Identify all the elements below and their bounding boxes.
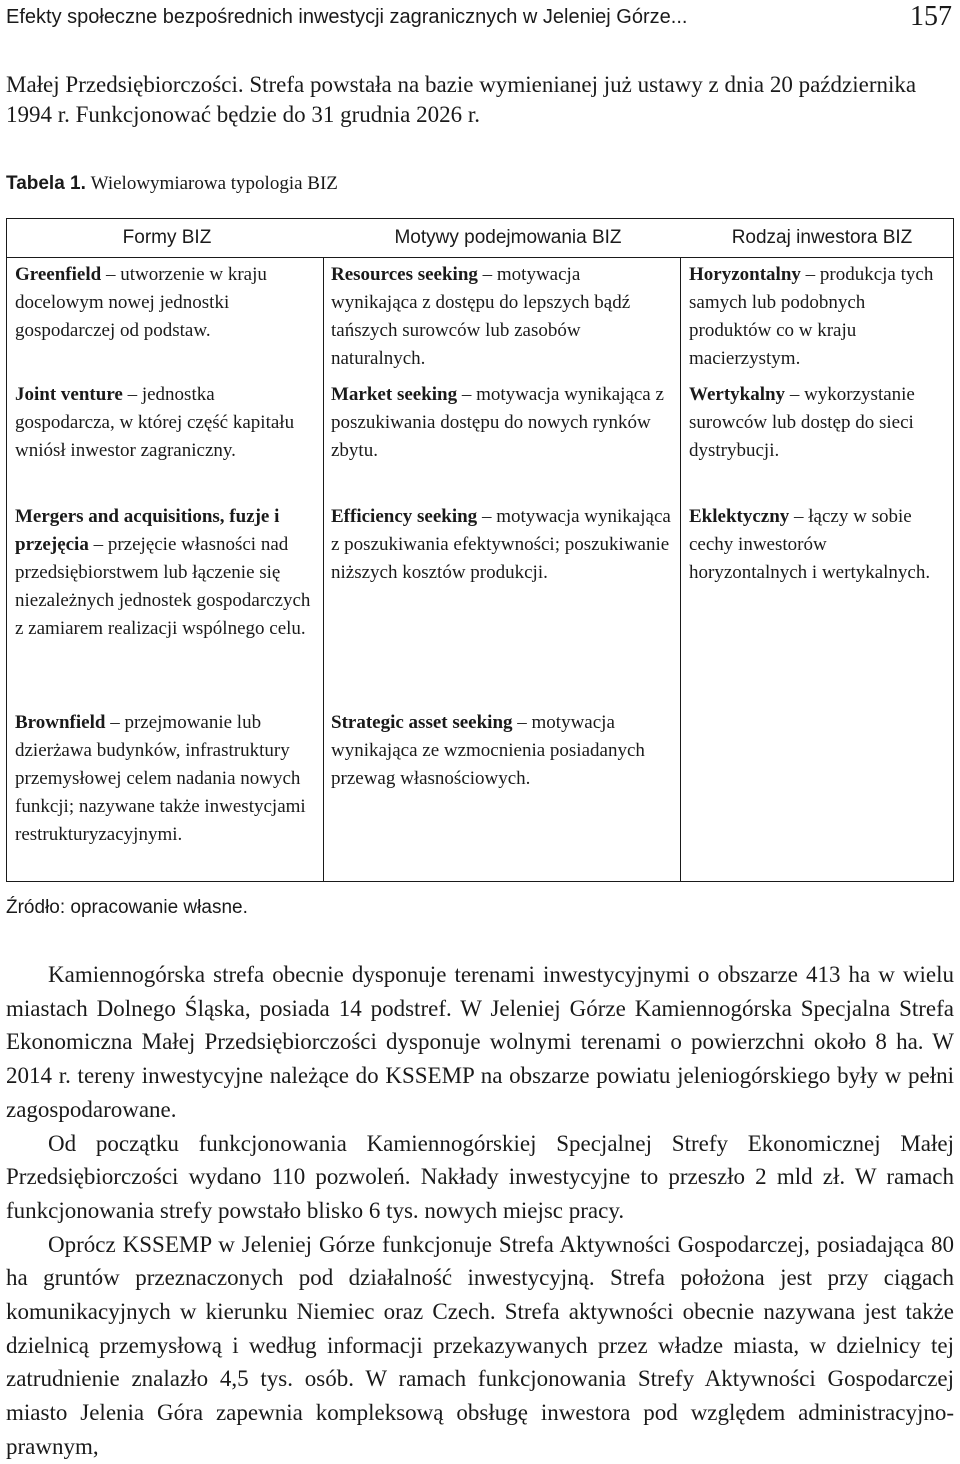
- page-header: [6, 2, 952, 36]
- cell-term: Joint venture: [15, 384, 123, 405]
- cell-term: Resources seeking: [331, 264, 478, 285]
- cell-text: – motywacja wynikająca z poszukiwania efektywności; poszukiwanie niższych kosztów produkcji.: [331, 506, 671, 583]
- cell-text: – motywacja wynikająca ze wzmocnienia posiadanych przewag własnościowych.: [331, 712, 645, 789]
- cell-text: – jednostka gospodarcza, w której część kapitału wniósł inwestor zagraniczny.: [15, 384, 295, 461]
- cell-term: Efficiency seeking: [331, 506, 478, 527]
- table-cell: [15, 381, 315, 465]
- body-paragraph: Oprócz KSSEMP w Jeleniej Górze funkcjonuje Strefa Aktywności Gospodarczej, posiadająca 80 ha gruntów przeznaczonych pod działalność inwestycyjną. Strefa położona jest przy ciągach komunikacyjnych w kierunku Niemiec oraz Czech. Strefa aktywności obecnie nazywana jest także dzielnicą przemysłową i według informacji przekazywanych przez władze miasta, w dzielnicy tej zatrudnienie znalazło 4,5 tys. osób. W ramach funkcjonowania Strefy Aktywności Gospodarczej miasto Jelenia Góra zapewnia kompleksową obsługę inwestora pod względem administracyjno-prawnym,: [6, 1231, 954, 1459]
- cell-text: – łączy w sobie cechy inwestorów horyzontalnych i wertykalnych.: [689, 506, 931, 583]
- cell-text: – motywacja wynikająca z dostępu do lepszych bądź tańszych surowców lub zasobów naturalnych.: [331, 264, 631, 369]
- cell-term: Mergers and acquisitions, fuzje i przejęcia: [15, 506, 280, 555]
- cell-text: – utworzenie w kraju docelowym nowej jednostki gospodarczej od podstaw.: [15, 264, 267, 341]
- header-formy: Formy BIZ: [122, 227, 212, 248]
- cell-term: Strategic asset seeking: [331, 712, 513, 733]
- cell-term: Eklektyczny: [689, 506, 790, 527]
- column-divider: [323, 257, 324, 881]
- table-cell: [15, 261, 315, 345]
- cell-term: Wertykalny: [689, 384, 786, 405]
- cell-term: Market seeking: [331, 384, 458, 405]
- cell-term: Horyzontalny: [689, 264, 801, 285]
- body-paragraph: Od początku funkcjonowania Kamiennogórskiej Specjalnej Strefy Ekonomicznej Małej Przedsiębiorczości wydano 110 pozwoleń. Nakłady inwestycyjne to przeszło 2 mld zł. W ramach funkcjonowania strefy powstało blisko 6 tys. nowych miejsc pracy.: [6, 1130, 954, 1223]
- table-cell: [689, 503, 947, 587]
- table-header-row: [7, 219, 953, 258]
- table-source: Źródło: opracowanie własne.: [6, 897, 248, 918]
- header-motywy: Motywy podejmowania BIZ: [394, 227, 622, 248]
- body-text: [6, 958, 954, 1464]
- column-divider: [680, 257, 681, 881]
- page-number: 157: [910, 1, 952, 32]
- cell-text: – przejęcie własności nad przedsiębiorstwem lub łączenie się niezależnych jednostek gospodarczych z zamiarem realizacji wspólnego celu.: [15, 534, 311, 639]
- typology-table: [6, 218, 954, 882]
- table-caption-text: Wielowymiarowa typologia BIZ: [90, 173, 338, 194]
- running-title: Efekty społeczne bezpośrednich inwestycji zagranicznych w Jeleniej Górze...: [6, 6, 688, 28]
- cell-term: Brownfield: [15, 712, 106, 733]
- table-cell: [331, 261, 671, 373]
- table-cell: [15, 709, 315, 849]
- cell-text: – produkcja tych samych lub podobnych produktów co w kraju macierzystym.: [689, 264, 934, 369]
- table-caption: [6, 172, 338, 196]
- table-cell: [331, 381, 671, 465]
- intro-paragraph: Małej Przedsiębiorczości. Strefa powstała na bazie wymienianej już ustawy z dnia 20 października 1994 r. Funkcjonować będzie do 31 grudnia 2026 r.: [6, 72, 917, 127]
- table-caption-label: Tabela 1.: [6, 173, 86, 194]
- table-cell: [331, 503, 671, 587]
- cell-term: Greenfield: [15, 264, 102, 285]
- table-cell: [331, 709, 671, 793]
- table-cell: [689, 381, 947, 465]
- cell-text: – wykorzystanie surowców lub dostęp do sieci dystrybucji.: [689, 384, 915, 461]
- header-rodzaj: Rodzaj inwestora BIZ: [731, 227, 913, 248]
- body-paragraph: Kamiennogórska strefa obecnie dysponuje terenami inwestycyjnymi o obszarze 413 ha w wielu miastach Dolnego Śląska, posiada 14 podstref. W Jeleniej Górze Kamiennogórska Specjalna Strefa Ekonomiczna Małej Przedsiębiorczości dysponuje wolnymi terenami o powierzchni około 8 ha. W 2014 r. tereny inwestycyjne należące do KSSEMP na obszarze powiatu jeleniogórskiego były w pełni zagospodarowane.: [6, 962, 954, 1122]
- cell-text: – przejmowanie lub dzierżawa budynków, infrastruktury przemysłowej celem nadania nowych funkcji; nazywane także inwestycjami restrukturyzacyjnymi.: [15, 712, 306, 845]
- table-cell: [689, 261, 947, 373]
- table-cell: [15, 503, 315, 643]
- cell-text: – motywacja wynikająca z poszukiwania dostępu do nowych rynków zbytu.: [331, 384, 664, 461]
